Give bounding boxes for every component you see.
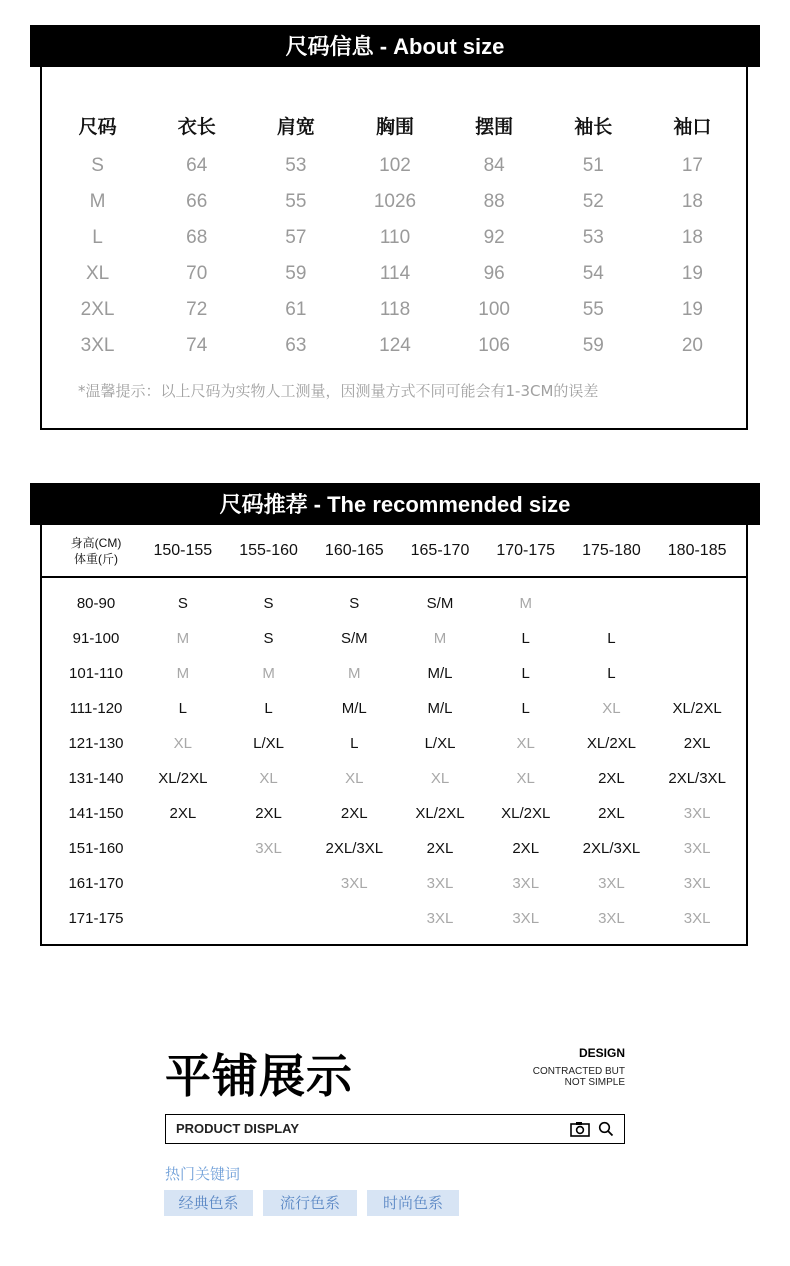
product-display-bar <box>165 1114 625 1144</box>
camera-icon[interactable] <box>570 1121 590 1137</box>
weight-row-label: 121-130 <box>68 735 124 752</box>
recommend-cell: 2XL <box>598 805 625 822</box>
size-cell: 53 <box>285 155 307 176</box>
corner-weight-label: 体重(斤) <box>74 552 118 566</box>
size-cell: 114 <box>379 263 411 284</box>
size-cell: L <box>92 227 103 248</box>
recommend-cell: 3XL <box>683 910 711 927</box>
size-cell: 102 <box>379 155 411 176</box>
size-cell: 92 <box>483 227 505 248</box>
recommend-cell: S <box>177 595 188 612</box>
search-icon[interactable] <box>598 1121 614 1137</box>
recommend-cell <box>140 831 226 866</box>
size-cell: 55 <box>582 299 604 320</box>
recommend-cell: M <box>176 665 190 682</box>
recommend-cell: S <box>349 595 360 612</box>
height-col-header: 150-155 <box>153 542 213 559</box>
recommend-cell: XL/2XL <box>501 805 551 822</box>
recommend-cell <box>311 901 397 936</box>
size-cell: 19 <box>681 263 703 284</box>
recommend-cell <box>140 901 226 936</box>
recommend-cell: 3XL <box>683 875 711 892</box>
recommend-cell: 3XL <box>512 875 540 892</box>
recommend-cell: XL <box>516 770 535 787</box>
product-display-label: PRODUCT DISPLAY <box>176 1121 300 1136</box>
weight-row-label: 161-170 <box>68 875 124 892</box>
height-col-header: 170-175 <box>496 542 556 559</box>
recommend-cell: 2XL/3XL <box>325 840 384 857</box>
size-cell: 118 <box>379 299 411 320</box>
recommend-cell: L <box>521 630 530 647</box>
recommend-cell: 3XL <box>683 840 711 857</box>
size-cell: 64 <box>186 155 208 176</box>
product-display-title: 平铺展示 <box>165 1049 353 1103</box>
tag-classic[interactable]: 经典色系 <box>164 1190 253 1216</box>
size-cell: 66 <box>186 191 208 212</box>
size-col-header: 摆围 <box>475 116 514 138</box>
tag-popular[interactable]: 流行色系 <box>263 1190 357 1216</box>
recommend-cell <box>654 586 740 621</box>
size-cell: 61 <box>285 299 307 320</box>
tag-fashion[interactable]: 时尚色系 <box>367 1190 459 1216</box>
weight-row-label: 101-110 <box>69 665 123 682</box>
design-slogan <box>520 1046 625 1088</box>
recommend-cell: 3XL <box>598 875 625 892</box>
height-col-header: 160-165 <box>324 542 384 559</box>
recommend-cell: 2XL <box>255 805 282 822</box>
size-cell: 18 <box>681 191 703 212</box>
recommend-cell: 2XL <box>169 805 197 822</box>
weight-row-label: 111-120 <box>69 700 123 717</box>
recommend-cell: XL/2XL <box>586 735 637 752</box>
recommend-cell: XL <box>430 770 450 787</box>
size-cell: 110 <box>379 227 411 248</box>
recommend-cell: 2XL <box>598 770 625 787</box>
size-info-banner: 尺码信息 - About size <box>30 25 760 67</box>
size-cell: 18 <box>681 227 703 248</box>
size-cell: 57 <box>285 227 307 248</box>
recommend-header <box>52 528 740 574</box>
size-cell: 70 <box>186 263 208 284</box>
recommend-cell: XL/2XL <box>415 805 465 822</box>
recommend-cell: 2XL/3XL <box>582 840 641 857</box>
recommend-cell <box>140 866 226 901</box>
recommend-cell: XL <box>259 770 278 787</box>
recommend-banner: 尺码推荐 - The recommended size <box>30 483 760 525</box>
size-cell: 59 <box>285 263 307 284</box>
size-cell: S <box>91 155 104 176</box>
size-cell: 59 <box>582 335 604 356</box>
height-weight-corner <box>52 535 140 567</box>
size-cell: 68 <box>186 227 208 248</box>
recommend-cell: L <box>350 735 359 752</box>
size-col-header: 袖长 <box>574 116 613 138</box>
recommend-cell: M <box>348 665 361 682</box>
design-sub1: CONTRACTED BUT <box>532 1066 625 1077</box>
recommend-cell: XL/2XL <box>158 770 208 787</box>
recommend-cell <box>654 621 740 656</box>
recommend-cell: M <box>433 630 447 647</box>
recommend-cell: M <box>176 630 190 647</box>
recommend-cell: 2XL <box>683 735 711 752</box>
recommend-cell: 3XL <box>426 910 454 927</box>
recommend-cell: L <box>178 700 188 717</box>
size-col-header: 胸围 <box>375 116 414 138</box>
size-cell: 1026 <box>373 191 417 212</box>
size-cell: 54 <box>582 263 604 284</box>
recommend-cell: M/L <box>427 665 453 682</box>
size-cell: 3XL <box>80 335 115 356</box>
height-col-header: 175-180 <box>582 542 641 559</box>
height-col-header: 180-185 <box>667 542 727 559</box>
recommend-cell: M <box>262 665 275 682</box>
size-col-header: 袖口 <box>673 116 712 138</box>
recommend-cell: XL/2XL <box>672 700 722 717</box>
recommend-cell: 3XL <box>598 910 625 927</box>
size-cell: 96 <box>483 263 505 284</box>
size-col-header: 尺码 <box>78 116 117 138</box>
measurement-note: *温馨提示：以上尺码为实物人工测量，因测量方式不同可能会有1-3CM的误差 <box>78 382 599 400</box>
size-cell: XL <box>85 263 110 284</box>
size-info-header <box>48 112 742 142</box>
recommend-cell: 3XL <box>255 840 282 857</box>
recommend-cell: S <box>263 630 274 647</box>
weight-row-label: 80-90 <box>76 595 116 612</box>
recommend-cell: 3XL <box>340 875 368 892</box>
recommend-cell <box>226 866 312 901</box>
design-sub2: NOT SIMPLE <box>564 1077 625 1088</box>
weight-row-label: 141-150 <box>68 805 124 822</box>
weight-row-label: 131-140 <box>68 770 124 787</box>
recommend-cell: 2XL <box>512 840 540 857</box>
recommend-cell: L/XL <box>424 735 456 752</box>
height-col-header: 155-160 <box>239 542 298 559</box>
recommend-cell: 2XL <box>340 805 368 822</box>
size-cell: 88 <box>483 191 505 212</box>
recommend-cell: L/XL <box>253 735 284 752</box>
size-cell: M <box>89 191 106 212</box>
recommend-cell: S/M <box>340 630 368 647</box>
recommend-rows <box>52 586 740 936</box>
size-cell: 84 <box>483 155 505 176</box>
size-cell: 55 <box>285 191 307 212</box>
size-cell: 124 <box>379 335 411 356</box>
header-divider <box>40 576 748 578</box>
height-col-header: 165-170 <box>410 542 470 559</box>
hot-keywords-label: 热门关键词 <box>165 1165 241 1183</box>
recommend-cell: 3XL <box>512 910 540 927</box>
size-cell: 2XL <box>80 299 115 320</box>
recommend-cell: 2XL/3XL <box>668 770 726 787</box>
recommend-cell: L <box>607 665 616 682</box>
recommend-cell <box>654 656 740 691</box>
recommend-cell <box>569 586 655 621</box>
weight-row-label: 91-100 <box>72 630 120 647</box>
size-cell: 20 <box>681 335 703 356</box>
recommend-cell: L <box>521 665 530 682</box>
design-label: DESIGN <box>578 1046 625 1060</box>
size-cell: 19 <box>681 299 703 320</box>
weight-row-label: 151-160 <box>68 840 124 857</box>
recommend-cell: XL <box>173 735 193 752</box>
size-cell: 72 <box>186 299 208 320</box>
size-info-rows <box>48 148 742 364</box>
recommend-cell: L <box>264 700 273 717</box>
size-col-header: 肩宽 <box>276 116 315 138</box>
recommend-cell: L <box>607 630 616 647</box>
corner-height-label: 身高(CM) <box>70 536 122 550</box>
recommend-cell: S <box>263 595 274 612</box>
recommend-cell: 2XL <box>426 840 454 857</box>
weight-row-label: 171-175 <box>68 910 124 927</box>
recommend-cell: XL <box>516 735 535 752</box>
recommend-cell: XL <box>602 700 621 717</box>
size-cell: 74 <box>186 335 208 356</box>
recommend-cell: M/L <box>427 700 453 717</box>
recommend-cell: 3XL <box>426 875 454 892</box>
recommend-cell: M <box>519 595 532 612</box>
size-cell: 106 <box>478 335 510 356</box>
size-cell: 53 <box>582 227 604 248</box>
recommend-cell <box>226 901 312 936</box>
size-cell: 52 <box>582 191 604 212</box>
recommend-cell: 3XL <box>683 805 711 822</box>
recommend-cell: XL <box>345 770 364 787</box>
size-col-header: 衣长 <box>177 116 216 138</box>
size-cell: 51 <box>582 155 604 176</box>
size-cell: 100 <box>478 299 510 320</box>
size-cell: 17 <box>681 155 703 176</box>
size-cell: 63 <box>285 335 307 356</box>
recommend-cell: S/M <box>426 595 454 612</box>
recommend-cell: M/L <box>341 700 367 717</box>
recommend-cell: L <box>521 700 530 717</box>
